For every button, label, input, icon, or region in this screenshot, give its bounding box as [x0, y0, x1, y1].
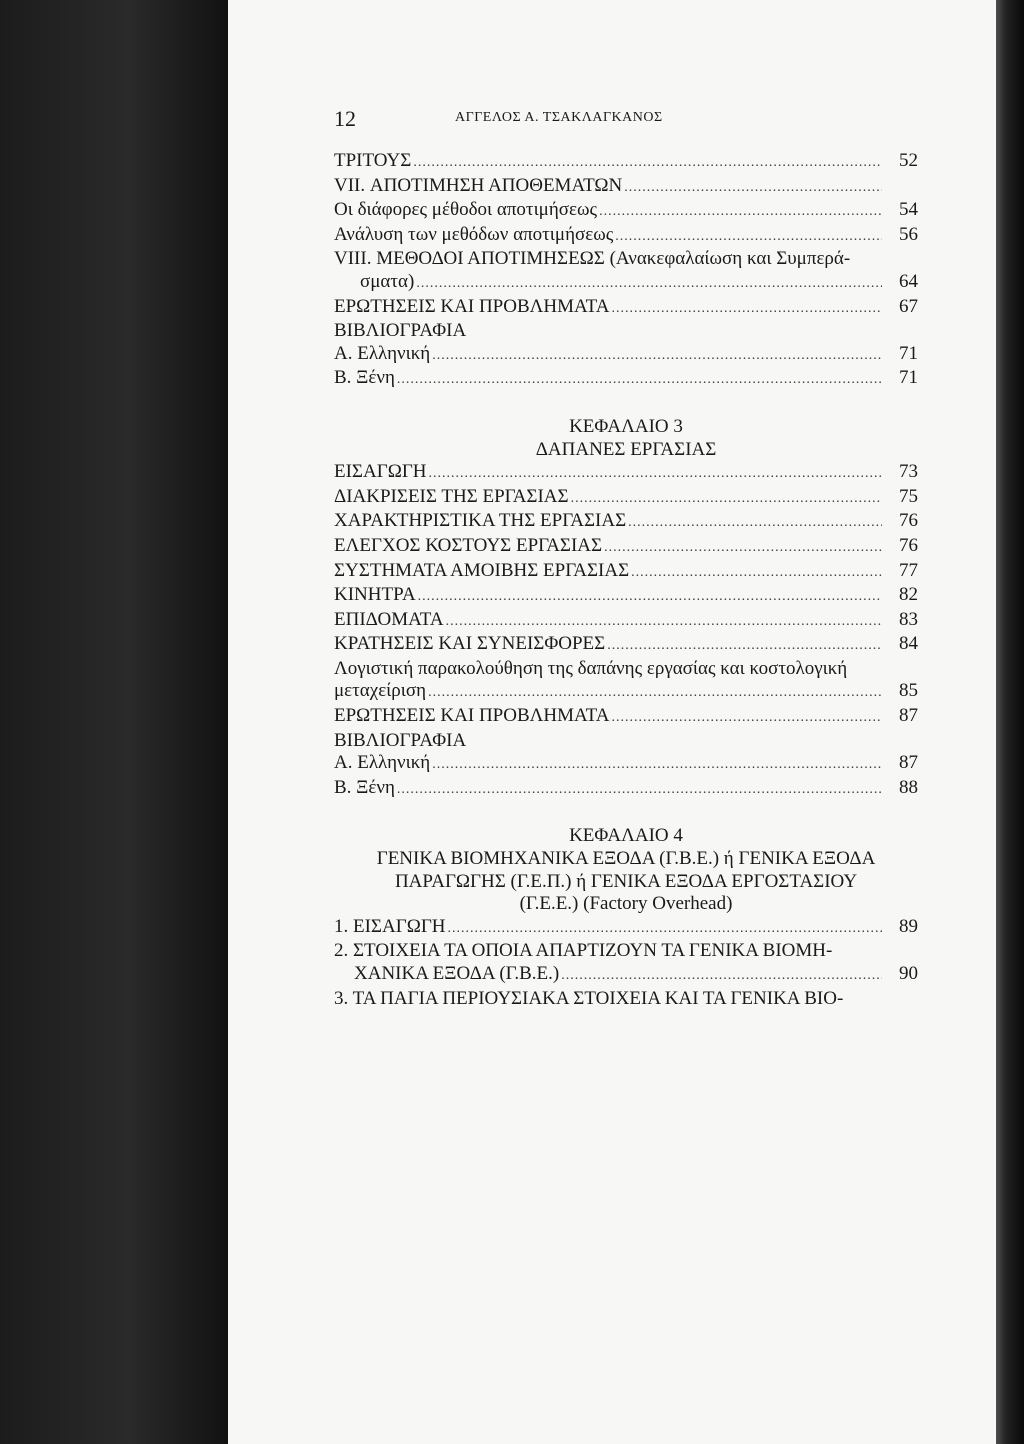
chapter-3-section	[334, 416, 918, 802]
toc-entry	[334, 560, 918, 585]
toc-entry-title: ΧΑΡΑΚΤΗΡΙΣΤΙΚΑ ΤΗΣ ΕΡΓΑΣΙΑΣ	[334, 510, 627, 532]
toc-entry	[334, 730, 918, 753]
toc-entry	[334, 658, 918, 681]
toc-entry-page: 52	[899, 150, 918, 171]
table-of-contents	[334, 150, 918, 1010]
toc-section-continued	[334, 150, 918, 392]
toc-entry	[334, 752, 918, 777]
toc-entry-title: Ανάλυση των μεθόδων αποτιμήσεως	[334, 223, 614, 245]
toc-entry	[334, 343, 918, 368]
toc-entry-page: 75	[899, 485, 918, 507]
chapter-3-heading: ΚΕΦΑΛΑΙΟ 3	[569, 415, 683, 437]
toc-entry	[334, 248, 918, 271]
toc-entry	[334, 916, 918, 941]
dot-leader	[432, 754, 882, 777]
toc-entry	[334, 777, 918, 802]
dot-leader	[416, 273, 882, 296]
toc-entry-title: Λογιστική παρακολούθηση της δαπάνης εργασίας και κοστολογική	[334, 657, 848, 679]
chapter-3-title: ΔΑΠΑΝΕΣ ΕΡΓΑΣΙΑΣ	[535, 438, 717, 460]
toc-entry-page: 64	[899, 270, 918, 292]
toc-entry-page: 83	[899, 608, 918, 630]
dot-leader	[599, 201, 882, 224]
dot-leader	[448, 918, 882, 941]
toc-entry-title: σματα)	[360, 270, 415, 292]
toc-entry-page: 71	[899, 342, 918, 364]
toc-entry-page: 56	[899, 223, 918, 245]
scan-right-edge	[994, 0, 1024, 1444]
toc-entry-title: Α. Ελληνική	[334, 752, 431, 774]
dot-leader	[561, 965, 882, 988]
chapter-4-heading: ΚΕΦΑΛΑΙΟ 4	[569, 825, 683, 847]
toc-entry-page: 76	[899, 510, 918, 532]
dot-leader	[611, 298, 882, 321]
toc-entry-title: 1. ΕΙΣΑΓΩΓΗ	[334, 915, 446, 937]
dot-leader	[418, 586, 882, 609]
chapter-4-title-line-3: (Γ.Ε.Ε.) (Factory Overhead)	[519, 893, 733, 915]
toc-entry	[334, 320, 918, 343]
page-number: 12	[334, 106, 356, 131]
toc-entry-page: 90	[899, 963, 918, 984]
dot-leader	[631, 562, 882, 585]
toc-entry-title: ΕΡΩΤΗΣΕΙΣ ΚΑΙ ΠΡΟΒΛΗΜΑΤΑ	[334, 295, 610, 317]
dot-leader	[571, 488, 882, 511]
toc-entry	[334, 199, 918, 224]
toc-entry-title: VII. ΑΠΟΤΙΜΗΣΗ ΑΠΟΘΕΜΑΤΩΝ	[334, 174, 623, 196]
toc-entry-title: ΔΙΑΚΡΙΣΕΙΣ ΤΗΣ ΕΡΓΑΣΙΑΣ	[334, 485, 569, 507]
toc-entry	[334, 963, 918, 988]
dot-leader	[628, 512, 882, 535]
toc-entry-page: 89	[899, 915, 918, 937]
toc-entry	[334, 940, 918, 963]
toc-entry-page: 88	[899, 776, 918, 798]
toc-entry	[334, 296, 918, 321]
toc-entry-title: 2. ΣΤΟΙΧΕΙΑ ΤΑ ΟΠΟΙΑ ΑΠΑΡΤΙΖΟΥΝ ΤΑ ΓΕΝΙΚΑ ΒΙΟΜΗ-	[334, 940, 833, 962]
toc-entry-title: Β. Ξένη	[334, 367, 395, 389]
toc-entry	[334, 224, 918, 249]
toc-entry-title: ΧΑΝΙΚΑ ΕΞΟΔΑ (Γ.Β.Ε.)	[354, 963, 560, 984]
dot-leader	[446, 611, 882, 634]
toc-entry-title: ΤΡΙΤΟΥΣ	[334, 150, 412, 171]
toc-entry	[334, 633, 918, 658]
toc-entry	[334, 150, 918, 175]
toc-entry	[334, 175, 918, 200]
toc-entry-title: 3. ΤΑ ΠΑΓΙΑ ΠΕΡΙΟΥΣΙΑΚΑ ΣΤΟΙΧΕΙΑ ΚΑΙ ΤΑ ΓΕΝΙΚΑ ΒΙΟ-	[334, 987, 844, 1009]
chapter-3-entries	[334, 461, 918, 801]
toc-entry	[334, 461, 918, 486]
chapter-4-entries	[334, 916, 918, 1010]
chapter-4-title-line-2: ΠΑΡΑΓΩΓΗΣ (Γ.Ε.Π.) ή ΓΕΝΙΚΑ ΕΞΟΔΑ ΕΡΓΟΣΤΑΣΙΟΥ	[394, 870, 858, 892]
dot-leader	[397, 779, 882, 802]
toc-entry-title: Β. Ξένη	[334, 776, 395, 798]
toc-entry-title: μεταχείριση	[334, 680, 427, 702]
toc-entry-title: Οι διάφορες μέθοδοι αποτιμήσεως	[334, 199, 598, 221]
toc-entry-title: ΕΙΣΑΓΩΓΗ	[334, 461, 427, 483]
toc-entry-page: 82	[899, 584, 918, 606]
toc-entry	[334, 988, 918, 1011]
dot-leader	[607, 635, 882, 658]
toc-entry-page: 85	[899, 680, 918, 702]
toc-entry-title: ΣΥΣΤΗΜΑΤΑ ΑΜΟΙΒΗΣ ΕΡΓΑΣΙΑΣ	[334, 559, 630, 581]
toc-entry-page: 77	[899, 559, 918, 581]
toc-entry	[334, 609, 918, 634]
toc-entry-title: ΕΡΩΤΗΣΕΙΣ ΚΑΙ ΠΡΟΒΛΗΜΑΤΑ	[334, 705, 610, 727]
toc-entry-page: 71	[899, 367, 918, 389]
toc-entry	[334, 535, 918, 560]
toc-entry-page: 67	[899, 295, 918, 317]
toc-entry-title: ΒΙΒΛΙΟΓΡΑΦΙΑ	[334, 320, 467, 342]
toc-entry	[334, 680, 918, 705]
toc-entry	[334, 705, 918, 730]
dot-leader	[604, 537, 882, 560]
dot-leader	[428, 682, 882, 705]
toc-entry	[334, 486, 918, 511]
toc-entry	[334, 584, 918, 609]
dot-leader	[429, 463, 882, 486]
toc-entry-title: ΕΠΙΔΟΜΑΤΑ	[334, 608, 444, 630]
toc-entry-page: 87	[899, 705, 918, 727]
toc-entry	[334, 271, 918, 296]
toc-entry-title: VIII. ΜΕΘΟΔΟΙ ΑΠΟΤΙΜΗΣΕΩΣ (Ανακεφαλαίωση και Συμπερά-	[334, 248, 851, 270]
running-head: ΑΓΓΕΛΟΣ Α. ΤΣΑΚΛΑΓΚΑΝΟΣ	[455, 110, 663, 125]
toc-entry	[334, 367, 918, 392]
chapter-4-title-line-1: ΓΕΝΙΚΑ ΒΙΟΜΗΧΑΝΙΚΑ ΕΞΟΔΑ (Γ.Β.Ε.) ή ΓΕΝΙΚΑ ΕΞΟΔΑ	[376, 848, 876, 870]
toc-entry-title: Α. Ελληνική	[334, 342, 431, 364]
toc-entry	[334, 510, 918, 535]
toc-entry-page: 87	[899, 752, 918, 774]
chapter-4-section	[334, 825, 918, 1010]
dot-leader	[413, 152, 882, 175]
dot-leader	[432, 345, 882, 368]
toc-entry-page: 76	[899, 534, 918, 556]
toc-entry-title: ΚΡΑΤΗΣΕΙΣ ΚΑΙ ΣΥΝΕΙΣΦΟΡΕΣ	[334, 633, 606, 655]
scan-left-edge	[0, 0, 232, 1444]
dot-leader	[624, 177, 882, 200]
toc-entry-title: ΒΙΒΛΙΟΓΡΑΦΙΑ	[334, 729, 467, 751]
toc-entry-page: 84	[899, 633, 918, 655]
toc-entry-title: ΚΙΝΗΤΡΑ	[334, 584, 416, 606]
toc-entry-page: 54	[899, 199, 918, 221]
dot-leader	[397, 369, 882, 392]
dot-leader	[615, 226, 882, 249]
dot-leader	[611, 707, 882, 730]
toc-entry-title: ΕΛΕΓΧΟΣ ΚΟΣΤΟΥΣ ΕΡΓΑΣΙΑΣ	[334, 534, 603, 556]
toc-entry-page: 73	[899, 461, 918, 483]
